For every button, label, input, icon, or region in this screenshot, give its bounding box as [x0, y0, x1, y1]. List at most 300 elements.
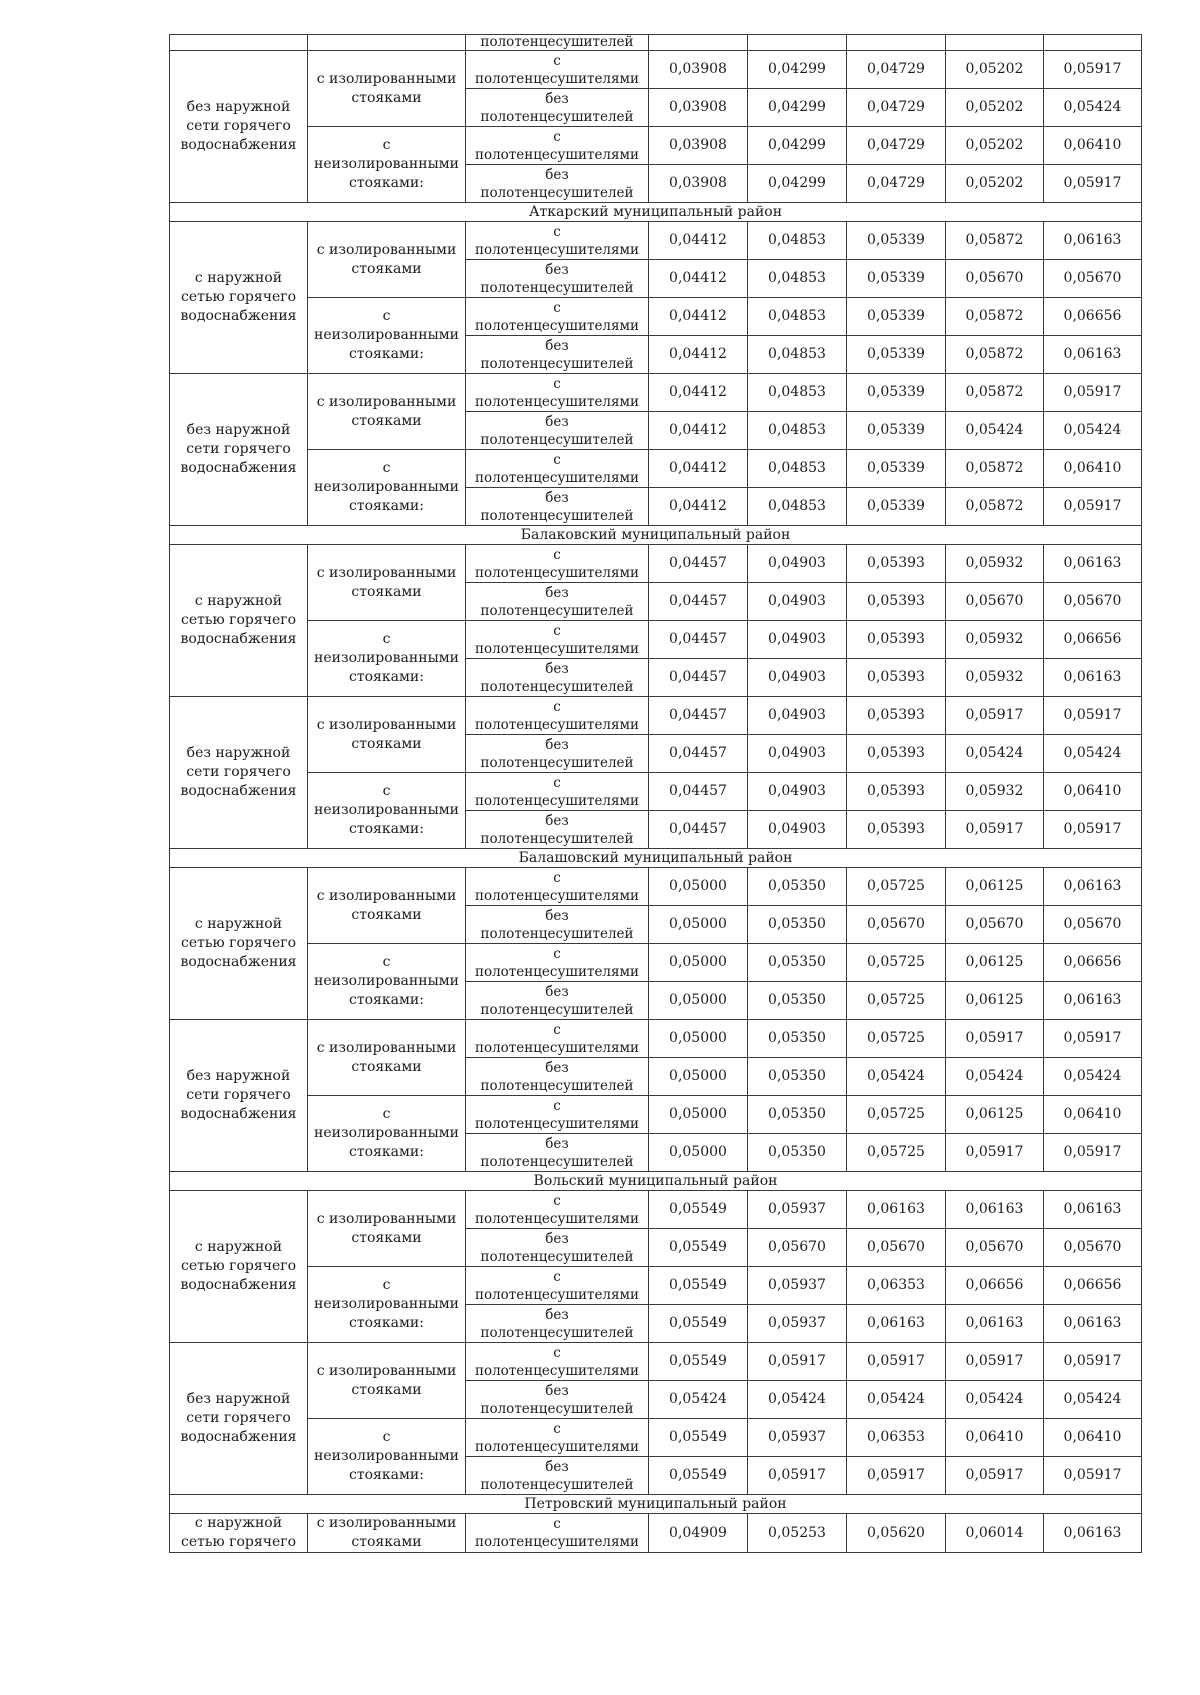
riser-type-cell: с неизолированными стояками:	[308, 621, 466, 697]
table-cell	[1044, 35, 1142, 51]
towel-dryer-label: полотенцесушителями	[474, 792, 640, 809]
value-cell: 0,05872	[946, 450, 1044, 488]
towel-dryer-label: полотенцесушителей	[480, 355, 634, 372]
value-cell: 0,05670	[847, 1229, 946, 1267]
towel-dryer-prefix: с	[553, 1420, 561, 1437]
value-cell: 0,06125	[946, 982, 1044, 1020]
towel-dryer-prefix: без	[545, 261, 569, 278]
table-cell	[308, 35, 466, 51]
value-cell: 0,06125	[946, 868, 1044, 906]
value-cell: 0,05917	[946, 1020, 1044, 1058]
value-cell: 0,05350	[748, 1058, 847, 1096]
table-cell	[170, 35, 308, 51]
value-cell: 0,05917	[946, 697, 1044, 735]
value-cell: 0,06163	[1044, 1305, 1142, 1343]
value-cell: 0,04903	[748, 659, 847, 697]
value-cell: 0,05424	[1044, 735, 1142, 773]
towel-dryer-prefix: без	[545, 584, 569, 601]
value-cell: 0,05725	[847, 1134, 946, 1172]
towel-dryer-prefix: без	[545, 907, 569, 924]
towel-dryer-cell	[466, 1229, 649, 1267]
value-cell: 0,05917	[1044, 1020, 1142, 1058]
value-cell: 0,06656	[1044, 944, 1142, 982]
value-cell: 0,06163	[1044, 982, 1142, 1020]
towel-dryer-cell	[466, 697, 649, 735]
value-cell: 0,05339	[847, 488, 946, 526]
value-cell: 0,06410	[1044, 450, 1142, 488]
value-cell: 0,05424	[649, 1381, 748, 1419]
value-cell: 0,05917	[1044, 811, 1142, 849]
value-cell: 0,05350	[748, 868, 847, 906]
district-header-row	[170, 1495, 1142, 1514]
value-cell: 0,05725	[847, 982, 946, 1020]
value-cell: 0,06656	[1044, 298, 1142, 336]
value-cell: 0,04412	[649, 222, 748, 260]
value-cell: 0,05725	[847, 868, 946, 906]
value-cell: 0,04853	[748, 298, 847, 336]
riser-type-cell: с неизолированными стояками:	[308, 298, 466, 374]
table-row	[170, 35, 1142, 51]
network-type-cell: с наружной сетью горячего водоснабжения	[170, 1191, 308, 1343]
value-cell: 0,04412	[649, 298, 748, 336]
value-cell: 0,05670	[847, 906, 946, 944]
towel-dryer-prefix: без	[545, 1135, 569, 1152]
towel-dryer-label: полотенцесушителями	[474, 146, 640, 163]
towel-dryer-prefix: без	[545, 660, 569, 677]
towel-dryer-label: полотенцесушителями	[474, 963, 640, 980]
table-row	[170, 1514, 1142, 1553]
value-cell: 0,05917	[847, 1457, 946, 1495]
towel-dryer-prefix: без	[545, 983, 569, 1000]
value-cell: 0,04457	[649, 583, 748, 621]
district-header-row	[170, 1172, 1142, 1191]
towel-dryer-prefix: без	[545, 413, 569, 430]
towel-dryer-prefix: без	[545, 1458, 569, 1475]
value-cell: 0,05393	[847, 735, 946, 773]
towel-dryer-cell	[466, 659, 649, 697]
towel-dryer-label: полотенцесушителями	[474, 70, 640, 87]
table-row	[170, 374, 1142, 412]
riser-type-cell: с неизолированными стояками:	[308, 450, 466, 526]
value-cell: 0,06125	[946, 1096, 1044, 1134]
network-type-cell: без наружной сети горячего водоснабжения	[170, 1020, 308, 1172]
towel-dryer-label: полотенцесушителями	[474, 469, 640, 486]
value-cell: 0,04299	[748, 165, 847, 203]
towel-dryer-cell	[466, 1020, 649, 1058]
value-cell: 0,05000	[649, 1134, 748, 1172]
value-cell: 0,06163	[946, 1191, 1044, 1229]
towel-dryer-cell	[466, 545, 649, 583]
value-cell: 0,04457	[649, 811, 748, 849]
value-cell: 0,04457	[649, 621, 748, 659]
towel-dryer-cell	[466, 868, 649, 906]
towel-dryer-cell	[466, 165, 649, 203]
top-fragment-cell: полотенцесушителей	[466, 35, 649, 51]
value-cell: 0,05350	[748, 906, 847, 944]
towel-dryer-prefix: с	[553, 698, 561, 715]
table-row	[170, 1096, 1142, 1134]
district-name: Аткарский муниципальный район	[170, 203, 1142, 222]
value-cell: 0,05000	[649, 944, 748, 982]
value-cell: 0,06656	[1044, 1267, 1142, 1305]
table-row	[170, 773, 1142, 811]
value-cell: 0,05670	[946, 906, 1044, 944]
value-cell: 0,06163	[847, 1305, 946, 1343]
towel-dryer-cell	[466, 260, 649, 298]
table-row	[170, 697, 1142, 735]
value-cell: 0,04299	[748, 51, 847, 89]
towel-dryer-prefix: без	[545, 1059, 569, 1076]
towel-dryer-cell	[466, 89, 649, 127]
towel-dryer-label: полотенцесушителями	[474, 1115, 640, 1132]
table-row	[170, 1191, 1142, 1229]
towel-dryer-cell	[466, 1267, 649, 1305]
value-cell: 0,04903	[748, 735, 847, 773]
value-cell: 0,06014	[946, 1514, 1044, 1553]
value-cell: 0,05000	[649, 868, 748, 906]
value-cell: 0,04457	[649, 773, 748, 811]
value-cell: 0,05917	[946, 811, 1044, 849]
riser-type-cell: с изолированными стояками	[308, 545, 466, 621]
value-cell: 0,05872	[946, 374, 1044, 412]
value-cell: 0,05620	[847, 1514, 946, 1553]
value-cell: 0,05670	[748, 1229, 847, 1267]
table-cell	[748, 35, 847, 51]
value-cell: 0,05549	[649, 1267, 748, 1305]
value-cell: 0,04729	[847, 89, 946, 127]
towel-dryer-label: полотенцесушителей	[480, 1324, 634, 1341]
value-cell: 0,05202	[946, 51, 1044, 89]
value-cell: 0,05725	[847, 1020, 946, 1058]
value-cell: 0,05917	[1044, 1457, 1142, 1495]
towel-dryer-cell	[466, 735, 649, 773]
value-cell: 0,06163	[1044, 868, 1142, 906]
towel-dryer-cell	[466, 982, 649, 1020]
value-cell: 0,04853	[748, 260, 847, 298]
towel-dryer-label: полотенцесушителями	[474, 716, 640, 733]
table-cell	[946, 35, 1044, 51]
value-cell: 0,04729	[847, 127, 946, 165]
table-row	[170, 1419, 1142, 1457]
value-cell: 0,05670	[1044, 906, 1142, 944]
towel-dryer-label: полотенцесушителей	[480, 431, 634, 448]
value-cell: 0,05549	[649, 1229, 748, 1267]
value-cell: 0,05424	[946, 412, 1044, 450]
network-type-cell: без наружной сети горячего водоснабжения	[170, 1343, 308, 1495]
value-cell: 0,04909	[649, 1514, 748, 1553]
table-row	[170, 222, 1142, 260]
value-cell: 0,04457	[649, 735, 748, 773]
value-cell: 0,06163	[1044, 1514, 1142, 1553]
value-cell: 0,06410	[1044, 1096, 1142, 1134]
value-cell: 0,05917	[946, 1457, 1044, 1495]
towel-dryer-label: полотенцесушителями	[474, 887, 640, 904]
value-cell: 0,05000	[649, 906, 748, 944]
value-cell: 0,04903	[748, 811, 847, 849]
value-cell: 0,06163	[1044, 336, 1142, 374]
towel-dryer-prefix: с	[553, 223, 561, 240]
district-name: Петровский муниципальный район	[170, 1495, 1142, 1514]
value-cell: 0,05872	[946, 222, 1044, 260]
value-cell: 0,04457	[649, 659, 748, 697]
value-cell: 0,04903	[748, 773, 847, 811]
value-cell: 0,04853	[748, 222, 847, 260]
towel-dryer-label: полотенцесушителями	[474, 1362, 640, 1379]
value-cell: 0,05424	[1044, 412, 1142, 450]
value-cell: 0,05917	[1044, 1343, 1142, 1381]
towel-dryer-label: полотенцесушителей	[480, 1248, 634, 1265]
value-cell: 0,03908	[649, 127, 748, 165]
towel-dryer-prefix: без	[545, 1382, 569, 1399]
towel-dryer-cell	[466, 1096, 649, 1134]
value-cell: 0,05670	[1044, 583, 1142, 621]
value-cell: 0,06163	[946, 1305, 1044, 1343]
table-row	[170, 1343, 1142, 1381]
value-cell: 0,04903	[748, 621, 847, 659]
towel-dryer-label: полотенцесушителей	[480, 925, 634, 942]
riser-type-cell: с изолированными стояками	[308, 1020, 466, 1096]
tariff-table	[169, 34, 1142, 1553]
value-cell: 0,05393	[847, 811, 946, 849]
towel-dryer-cell	[466, 1191, 649, 1229]
towel-dryer-cell	[466, 412, 649, 450]
riser-type-cell: с неизолированными стояками:	[308, 1096, 466, 1172]
value-cell: 0,05350	[748, 1134, 847, 1172]
value-cell: 0,05350	[748, 1020, 847, 1058]
district-name: Балаковский муниципальный район	[170, 526, 1142, 545]
value-cell: 0,05424	[946, 1381, 1044, 1419]
riser-type-cell: с неизолированными стояками:	[308, 773, 466, 849]
towel-dryer-prefix: с	[553, 1344, 561, 1361]
value-cell: 0,05917	[847, 1343, 946, 1381]
value-cell: 0,05937	[748, 1419, 847, 1457]
towel-dryer-cell	[466, 1134, 649, 1172]
value-cell: 0,05350	[748, 944, 847, 982]
table-row	[170, 1020, 1142, 1058]
towel-dryer-cell	[466, 374, 649, 412]
towel-dryer-label: полотенцесушителями	[474, 640, 640, 657]
riser-type-cell: с неизолированными стояками:	[308, 944, 466, 1020]
value-cell: 0,06163	[847, 1191, 946, 1229]
value-cell: 0,05339	[847, 374, 946, 412]
value-cell: 0,05872	[946, 298, 1044, 336]
towel-dryer-label: полотенцесушителей	[480, 602, 634, 619]
riser-type-cell: с изолированными стояками	[308, 1514, 466, 1553]
value-cell: 0,05670	[946, 260, 1044, 298]
value-cell: 0,04412	[649, 260, 748, 298]
towel-dryer-label: полотенцесушителей	[480, 108, 634, 125]
value-cell: 0,05393	[847, 545, 946, 583]
value-cell: 0,04729	[847, 51, 946, 89]
value-cell: 0,05339	[847, 222, 946, 260]
value-cell: 0,05202	[946, 165, 1044, 203]
value-cell: 0,05549	[649, 1457, 748, 1495]
towel-dryer-cell	[466, 1419, 649, 1457]
towel-dryer-label: полотенцесушителями	[474, 317, 640, 334]
value-cell: 0,05549	[649, 1191, 748, 1229]
towel-dryer-prefix: с	[553, 52, 561, 69]
value-cell: 0,05917	[1044, 165, 1142, 203]
value-cell: 0,03908	[649, 51, 748, 89]
value-cell: 0,06353	[847, 1419, 946, 1457]
district-header-row	[170, 203, 1142, 222]
towel-dryer-prefix: без	[545, 90, 569, 107]
table-row	[170, 51, 1142, 89]
value-cell: 0,06410	[1044, 1419, 1142, 1457]
network-type-cell: без наружной сети горячего водоснабжения	[170, 374, 308, 526]
value-cell: 0,05549	[649, 1305, 748, 1343]
value-cell: 0,04299	[748, 89, 847, 127]
value-cell: 0,05725	[847, 1096, 946, 1134]
value-cell: 0,05917	[1044, 697, 1142, 735]
table-body	[170, 35, 1142, 1553]
value-cell: 0,05253	[748, 1514, 847, 1553]
value-cell: 0,05393	[847, 621, 946, 659]
value-cell: 0,05339	[847, 298, 946, 336]
value-cell: 0,05424	[1044, 1058, 1142, 1096]
value-cell: 0,05917	[748, 1343, 847, 1381]
towel-dryer-label: полотенцесушителей	[480, 1476, 634, 1493]
value-cell: 0,05937	[748, 1267, 847, 1305]
towel-dryer-prefix: без	[545, 1306, 569, 1323]
value-cell: 0,04412	[649, 374, 748, 412]
towel-dryer-prefix: без	[545, 489, 569, 506]
value-cell: 0,05932	[946, 773, 1044, 811]
towel-dryer-prefix: без	[545, 1230, 569, 1247]
table-cell	[847, 35, 946, 51]
table-cell	[649, 35, 748, 51]
value-cell: 0,06163	[1044, 659, 1142, 697]
value-cell: 0,04903	[748, 583, 847, 621]
towel-dryer-cell	[466, 1343, 649, 1381]
towel-dryer-cell	[466, 450, 649, 488]
towel-dryer-cell	[466, 773, 649, 811]
value-cell: 0,05872	[946, 336, 1044, 374]
towel-dryer-prefix: с	[553, 375, 561, 392]
riser-type-cell: с изолированными стояками	[308, 51, 466, 127]
riser-type-cell: с изолированными стояками	[308, 697, 466, 773]
towel-dryer-label: полотенцесушителей	[480, 279, 634, 296]
towel-dryer-cell	[466, 1305, 649, 1343]
value-cell: 0,05393	[847, 583, 946, 621]
towel-dryer-prefix: с	[553, 1097, 561, 1114]
value-cell: 0,05350	[748, 1096, 847, 1134]
value-cell: 0,06163	[1044, 222, 1142, 260]
table-row	[170, 868, 1142, 906]
value-cell: 0,05424	[1044, 89, 1142, 127]
value-cell: 0,04853	[748, 450, 847, 488]
value-cell: 0,05339	[847, 450, 946, 488]
value-cell: 0,05000	[649, 1096, 748, 1134]
towel-dryer-prefix: без	[545, 736, 569, 753]
towel-dryer-label: полотенцесушителей	[480, 507, 634, 524]
towel-dryer-label: полотенцесушителями	[474, 1286, 640, 1303]
table-row	[170, 127, 1142, 165]
value-cell: 0,05549	[649, 1419, 748, 1457]
district-header-row	[170, 526, 1142, 545]
towel-dryer-label: полотенцесушителей	[480, 1001, 634, 1018]
towel-dryer-cell	[466, 944, 649, 982]
towel-dryer-prefix: с	[553, 451, 561, 468]
towel-dryer-label: полотенцесушителями	[474, 1039, 640, 1056]
value-cell: 0,05917	[1044, 1134, 1142, 1172]
value-cell: 0,05670	[946, 583, 1044, 621]
towel-dryer-prefix: без	[545, 812, 569, 829]
riser-type-cell: с изолированными стояками	[308, 222, 466, 298]
towel-dryer-prefix: с	[553, 1516, 561, 1532]
value-cell: 0,05917	[1044, 374, 1142, 412]
value-cell: 0,06410	[1044, 127, 1142, 165]
value-cell: 0,05339	[847, 412, 946, 450]
towel-dryer-label: полотенцесушителями	[474, 241, 640, 258]
value-cell: 0,05393	[847, 697, 946, 735]
table-row	[170, 298, 1142, 336]
towel-dryer-cell	[466, 906, 649, 944]
district-name: Вольский муниципальный район	[170, 1172, 1142, 1191]
towel-dryer-prefix: с	[553, 299, 561, 316]
towel-dryer-label: полотенцесушителей	[480, 754, 634, 771]
value-cell: 0,05932	[946, 545, 1044, 583]
table-row	[170, 944, 1142, 982]
value-cell: 0,04457	[649, 697, 748, 735]
towel-dryer-label: полотенцесушителями	[474, 1534, 640, 1550]
value-cell: 0,04853	[748, 374, 847, 412]
riser-type-cell: с изолированными стояками	[308, 868, 466, 944]
towel-dryer-cell	[466, 298, 649, 336]
value-cell: 0,04412	[649, 488, 748, 526]
value-cell: 0,06656	[946, 1267, 1044, 1305]
towel-dryer-prefix: с	[553, 869, 561, 886]
value-cell: 0,03908	[649, 165, 748, 203]
value-cell: 0,05670	[946, 1229, 1044, 1267]
value-cell: 0,05202	[946, 89, 1044, 127]
value-cell: 0,04412	[649, 412, 748, 450]
value-cell: 0,04853	[748, 488, 847, 526]
towel-dryer-cell	[466, 811, 649, 849]
value-cell: 0,05937	[748, 1191, 847, 1229]
towel-dryer-cell	[466, 1514, 649, 1553]
riser-type-cell: с изолированными стояками	[308, 1191, 466, 1267]
value-cell: 0,05670	[1044, 260, 1142, 298]
table-row	[170, 450, 1142, 488]
towel-dryer-prefix: с	[553, 1268, 561, 1285]
riser-type-cell: с неизолированными стояками:	[308, 1267, 466, 1343]
towel-dryer-label: полотенцесушителей	[480, 830, 634, 847]
value-cell: 0,05424	[946, 1058, 1044, 1096]
value-cell: 0,05393	[847, 773, 946, 811]
value-cell: 0,06410	[1044, 773, 1142, 811]
value-cell: 0,05000	[649, 1020, 748, 1058]
towel-dryer-prefix: без	[545, 166, 569, 183]
towel-dryer-label: полотенцесушителей	[480, 1077, 634, 1094]
value-cell: 0,05424	[946, 735, 1044, 773]
value-cell: 0,05917	[748, 1457, 847, 1495]
towel-dryer-prefix: с	[553, 622, 561, 639]
value-cell: 0,05670	[1044, 1229, 1142, 1267]
value-cell: 0,05202	[946, 127, 1044, 165]
table-row	[170, 621, 1142, 659]
towel-dryer-cell	[466, 1457, 649, 1495]
value-cell: 0,05937	[748, 1305, 847, 1343]
network-type-cell: с наружной сетью горячего	[170, 1514, 308, 1553]
district-name: Балашовский муниципальный район	[170, 849, 1142, 868]
value-cell: 0,05000	[649, 1058, 748, 1096]
value-cell: 0,05000	[649, 982, 748, 1020]
value-cell: 0,05424	[847, 1058, 946, 1096]
value-cell: 0,06410	[946, 1419, 1044, 1457]
value-cell: 0,05872	[946, 488, 1044, 526]
value-cell: 0,05339	[847, 260, 946, 298]
